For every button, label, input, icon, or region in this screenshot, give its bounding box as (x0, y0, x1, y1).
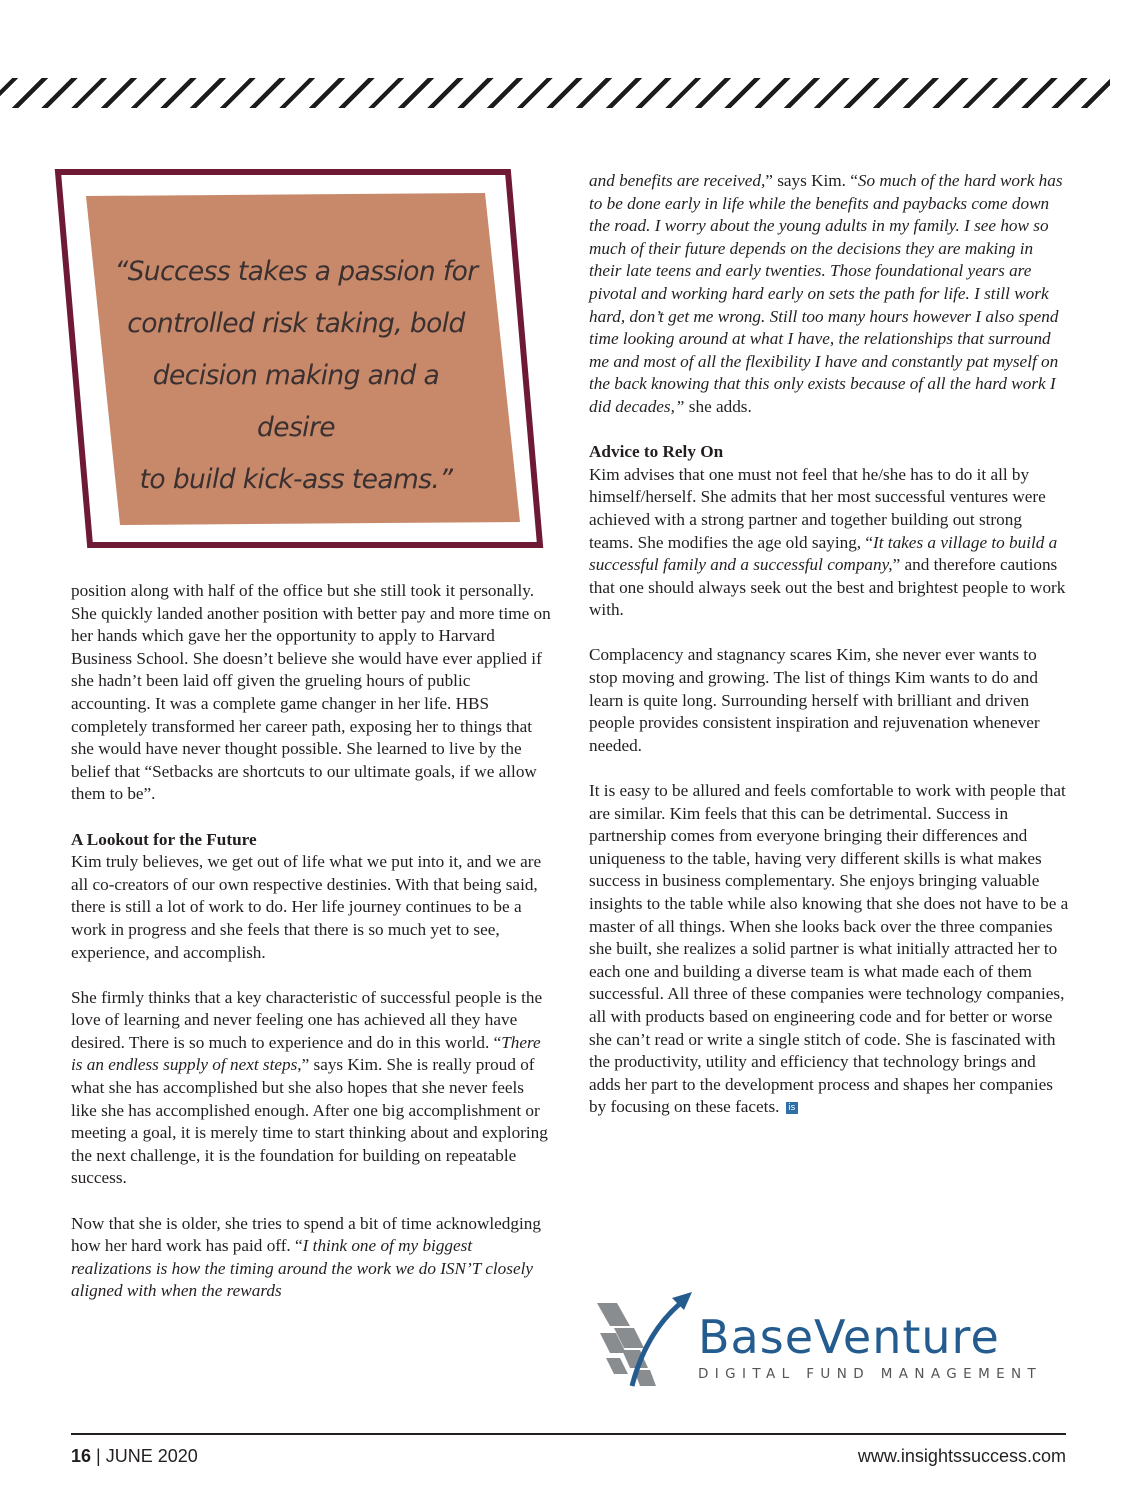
footer-website[interactable]: www.insightssuccess.com (857, 1446, 1066, 1466)
right-column (589, 170, 1069, 1119)
pull-quote-line: “Success takes a passion for (114, 256, 478, 287)
left-column (71, 580, 551, 1303)
paragraph: She firmly thinks that a key characteristic of successful people is the love of learning and never feeling one has achieved all they have desired. There is so much to experience and do in this world. “There is an endless supply of next steps,” says Kim. She is really proud of what she has accomplished but she also hopes that she never feels like she has accomplished enough. After one big accomplishment or meeting a goal, it is merely time to start thinking about and exploring the next challenge, it is the foundation for building on repeatable success. (71, 987, 548, 1188)
end-of-article-icon: is (786, 1102, 798, 1114)
logo-tagline: DIGITAL FUND MANAGEMENT (698, 1366, 1043, 1382)
footer-page-info (71, 1446, 198, 1467)
decorative-hatch-band (0, 78, 1110, 108)
paragraph: Complacency and stagnancy scares Kim, she never ever wants to stop moving and growing. The list of things Kim wants to do and learn is quite long. Surrounding herself with brilliant and driven people provides consistent inspiration and rejuvenation whenever needed. (589, 645, 1040, 755)
logo-name: BaseVenture (698, 1310, 1000, 1364)
section-heading: A Lookout for the Future (71, 829, 257, 849)
baseventure-logo (592, 1288, 1062, 1393)
issue-date: | JUNE 2020 (91, 1446, 198, 1466)
pull-quote-line: controlled risk taking, bold (127, 308, 465, 339)
pull-quote-line: decision making and a desire (152, 360, 440, 443)
paragraph: Now that she is older, she tries to spend a bit of time acknowledging how her hard work has paid off. “I think one of my biggest realizations is how the timing around the work we do ISN’T closely aligned with when the rewards (71, 1213, 541, 1301)
pull-quote (50, 160, 550, 555)
pull-quote-text (112, 246, 480, 506)
pull-quote-line: to build kick-ass teams.” (139, 464, 453, 495)
footer-divider (71, 1433, 1066, 1435)
paragraph: position along with half of the office but she still took it personally. She quickly landed another position with better pay and more time on her hands which gave her the opportunity to apply to Harvard Business School. She doesn’t believe she would have ever applied if she hadn’t been laid off given the grueling hours of public accounting. It was a complete game changer in her life. HBS completely transformed her career path, exposing her to things that she would have never thought possible. She learned to live by the belief that “Setbacks are shortcuts to our ultimate goals, if we allow them to be”. (71, 581, 551, 804)
paragraph: Kim truly believes, we get out of life what we put into it, and we are all co-creators of our own respective destinies. With that being said, there is still a lot of work to do. Her life journey continues to be a work in progress and she feels that there is so much yet to see, experience, and accomplish. (71, 852, 542, 962)
paragraph: Kim advises that one must not feel that he/she has to do it all by himself/herself. She admits that her most successful ventures were achieved with a strong partner and together building out strong teams. She modifies the age old saying, “It takes a village to build a successful family and a successful company,” and therefore cautions that one should always seek out the best and brightest people to work with. (589, 464, 1066, 620)
paragraph: and benefits are received,” says Kim. “So much of the hard work has to be done early in life while the benefits and paybacks come down the road. I worry about the young adults in my family. I see how so much of their future depends on the decisions they are making in their late teens and early twenties. Those foundational years are pivotal and working hard early on sets the path for life. I still work hard, don’t get me wrong. Still too many hours however I also spend time looking around at what I have, the relationships that surround me and most of all the flexibility I have and constantly pat myself on the back knowing that this only exists because of all the hard work I did decades,” she adds. (589, 171, 1063, 416)
page-number: 16 (71, 1446, 92, 1466)
paragraph: It is easy to be allured and feels comfortable to work with people that are similar. Kim feels that this can be detrimental. Success in partnership comes from everyone bringing their differences and uniqueness to the table, having very different skills is what makes success in business complementary. She enjoys bringing valuable insights to the table while also knowing that she does not have to be a master of all things. When she looks back over the three companies she built, she realizes a solid partner is what initially attracted her to each one and building a diverse team is what made each of them successful. All three of these companies were technology companies, all with products based on engineering code and for better or worse she can’t read or write a single stitch of code. She is fascinated with the productivity, utility and efficiency that technology brings and adds her part to the development process and shapes her companies by focusing on these facets. is (589, 781, 1069, 1117)
section-heading: Advice to Rely On (589, 442, 724, 462)
logo-arrow-icon (592, 1288, 697, 1393)
